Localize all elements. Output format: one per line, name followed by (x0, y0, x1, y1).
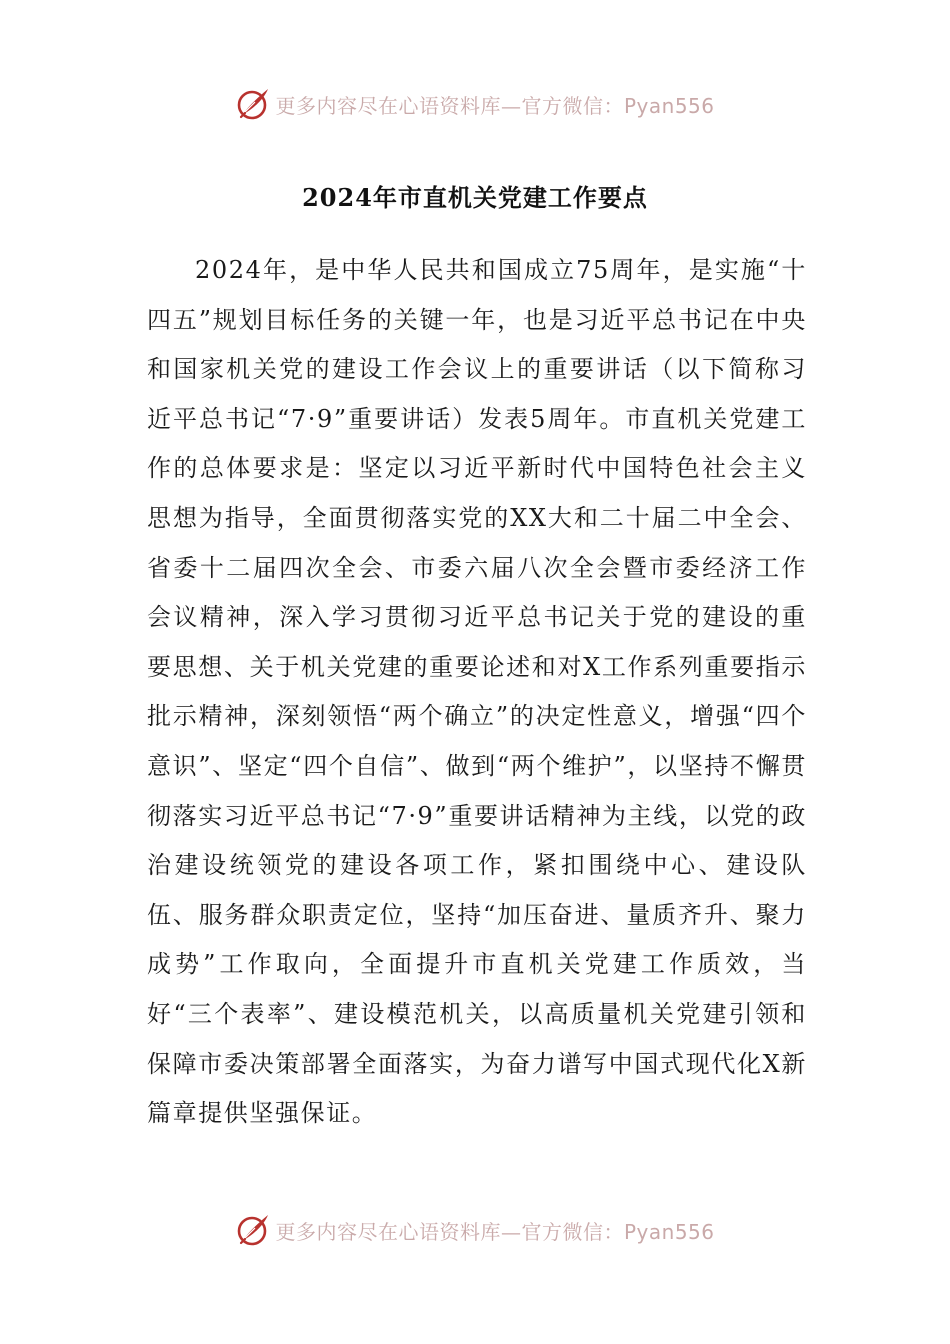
header-banner (0, 84, 950, 124)
quill-pen-logo-icon (235, 1212, 271, 1248)
wechat-id: Pyan556 (623, 93, 715, 118)
document-title: 2024年市直机关党建工作要点 (302, 183, 648, 212)
wechat-id: Pyan556 (623, 1219, 715, 1244)
quill-pen-logo-icon (235, 86, 271, 122)
footer-banner (0, 1210, 950, 1250)
banner-text: 更多内容尽在心语资料库—官方微信：Pyan556 (275, 93, 715, 118)
body-paragraph: 2024年，是中华人民共和国成立75周年，是实施“十四五”规划目标任务的关键一年，也是习近平总书记在中央和国家机关党的建设工作会议上的重要讲话（以下简称习近平总书记“7·9”重要讲话）发表5周年。市直机关党建工作的总体要求是：坚定以习近平新时代中国特色社会主义思想为指导，全面贯彻落实党的XX大和二十届二中全会、省委十二届四次全会、市委六届八次全会暨市委经济工作会议精神，深入学习贯彻习近平总书记关于党的建设的重要思想、关于机关党建的重要论述和对X工作系列重要指示批示精神，深刻领悟“两个确立”的决定性意义，增强“四个意识”、坚定“四个自信”、做到“两个维护”，以坚持不懈贯彻落实习近平总书记“7·9”重要讲话精神为主线，以党的政治建设统领党的建设各项工作，紧扣围绕中心、建设队伍、服务群众职责定位，坚持“加压奋进、量质齐升、聚力成势”工作取向，全面提升市直机关党建工作质效，当好“三个表率”、建设模范机关，以高质量机关党建引领和保障市委决策部署全面落实，为奋力谱写中国式现代化X新篇章提供坚强保证。 (147, 256, 807, 1128)
banner-text: 更多内容尽在心语资料库—官方微信：Pyan556 (275, 1219, 715, 1244)
